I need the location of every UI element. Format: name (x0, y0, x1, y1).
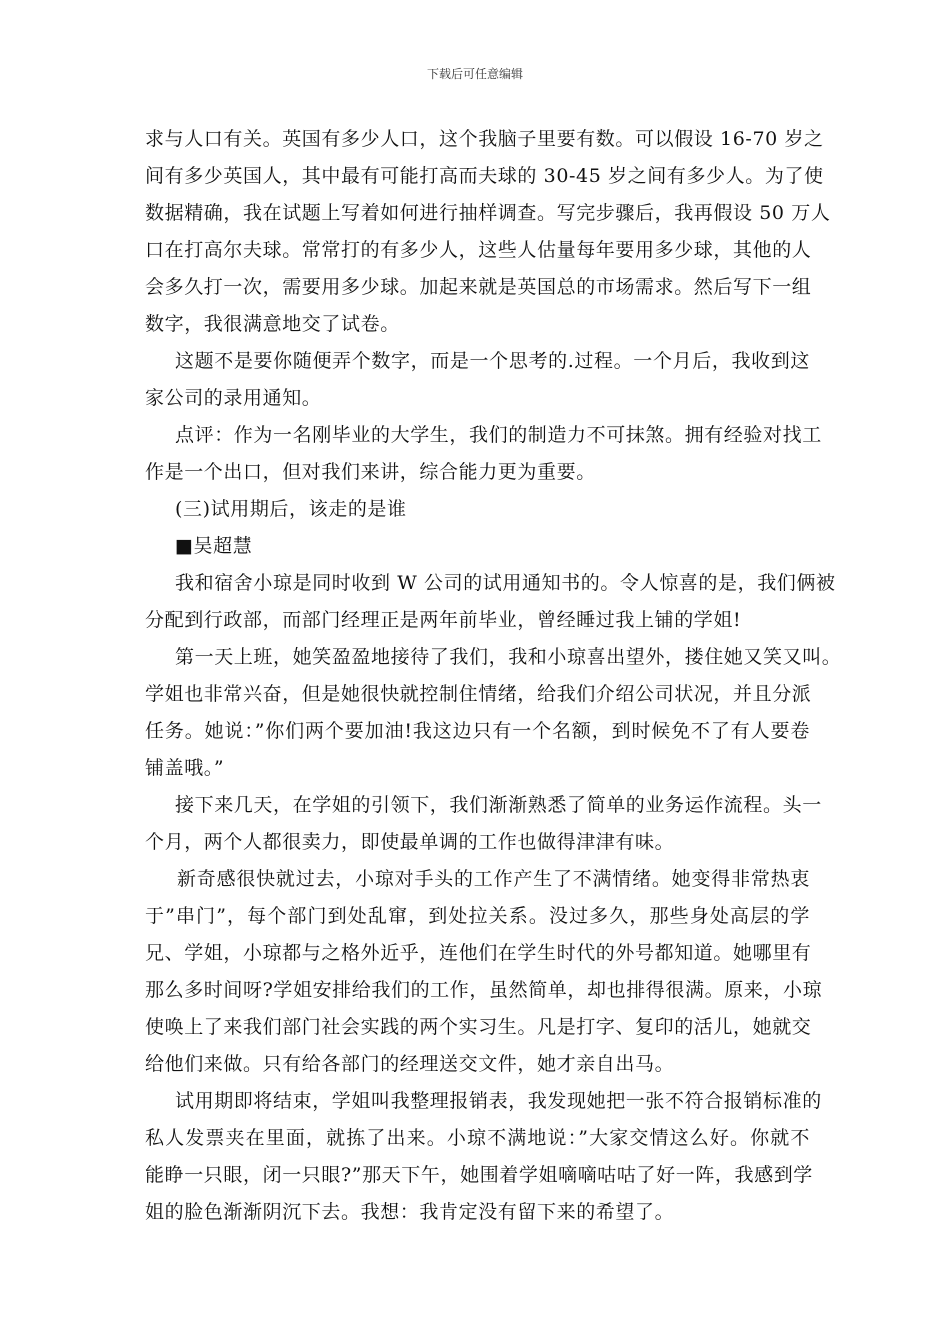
paragraph (145, 639, 842, 787)
document-body (145, 121, 842, 1231)
text-line: 铺盖哦。” (145, 757, 225, 779)
text-line: 口在打高尔夫球。常常打的有多少人，这些人估量每年要用多少球，其他的人 (145, 239, 812, 261)
text-line: 私人发票夹在里面，就拣了出来。小琼不满地说：”大家交情这么好。你就不 (145, 1127, 810, 1149)
author-byline (145, 528, 810, 565)
text-line: 个月，两个人都很卖力，即使最单调的工作也做得津津有味。 (145, 831, 675, 853)
text-line: 这题不是要你随便弄个数字，而是一个思考的.过程。一个月后，我收到这 (175, 350, 810, 372)
text-line: 兄、学姐，小琼都与之格外近乎，连他们在学生时代的外号都知道。她哪里有 (145, 942, 812, 964)
paragraph (145, 565, 836, 639)
text-line: 数据精确，我在试题上写着如何进行抽样调查。写完步骤后，我再假设 50 万人 (145, 202, 831, 224)
paragraph (145, 787, 822, 861)
text-line: 分配到行政部，而部门经理正是两年前毕业，曾经睡过我上铺的学姐! (145, 609, 742, 631)
text-line: ■吴超慧 (175, 535, 253, 557)
text-line: 家公司的录用通知。 (145, 387, 322, 409)
text-line: 间有多少英国人，其中最有可能打高而夫球的 30-45 岁之间有多少人。为了使 (145, 165, 824, 187)
text-line: 任务。她说：”你们两个要加油!我这边只有一个名额，到时候免不了有人要卷 (145, 720, 810, 742)
text-line: 求与人口有关。英国有多少人口，这个我脑子里要有数。可以假设 16-70 岁之 (145, 128, 824, 150)
paragraph (145, 417, 822, 491)
text-line: 学姐也非常兴奋，但是她很快就控制住情绪，给我们介绍公司状况，并且分派 (145, 683, 812, 705)
page-header: 下载后可任意编辑 (426, 67, 523, 81)
text-line: 第一天上班，她笑盈盈地接待了我们，我和小琼喜出望外，搂住她又笑又叫。 (175, 646, 842, 668)
text-line: 那么多时间呀?学姐安排给我们的工作，虽然简单，却也排得很满。原来，小琼 (145, 979, 823, 1001)
text-line: 作是一个出口，但对我们来讲，综合能力更为重要。 (145, 461, 596, 483)
text-line: 能睁一只眼，闭一只眼?”那天下午，她围着学姐嘀嘀咕咕了好一阵，我感到学 (145, 1164, 813, 1186)
text-line: 于”串门”，每个部门到处乱窜，到处拉关系。没过多久，那些身处高层的学 (145, 905, 810, 927)
text-line: 使唤上了来我们部门社会实践的两个实习生。凡是打字、复印的活儿，她就交 (145, 1016, 812, 1038)
text-line: 姐的脸色渐渐阴沉下去。我想：我肯定没有留下来的希望了。 (145, 1201, 675, 1223)
paragraph (145, 1083, 822, 1231)
section-heading (145, 491, 810, 528)
text-line: (三)试用期后，该走的是谁 (175, 498, 407, 520)
text-line: 接下来几天，在学姐的引领下，我们渐渐熟悉了简单的业务运作流程。头一 (175, 794, 822, 816)
text-line: 给他们来做。只有给各部门的经理送交文件，她才亲自出马。 (145, 1053, 675, 1075)
paragraph (145, 343, 810, 417)
text-line: 试用期即将结束，学姐叫我整理报销表，我发现她把一张不符合报销标准的 (175, 1090, 822, 1112)
text-line: 我和宿舍小琼是同时收到 W 公司的试用通知书的。令人惊喜的是，我们俩被 (175, 572, 836, 594)
paragraph (145, 121, 831, 343)
paragraph (145, 861, 823, 1083)
text-line: 会多久打一次，需要用多少球。加起来就是英国总的市场需求。然后写下一组 (145, 276, 812, 298)
text-line: 新奇感很快就过去，小琼对手头的工作产生了不满情绪。她变得非常热衷 (177, 868, 810, 890)
text-line: 点评：作为一名刚毕业的大学生，我们的制造力不可抹煞。拥有经验对找工 (175, 424, 822, 446)
text-line: 数字，我很满意地交了试卷。 (145, 313, 400, 335)
